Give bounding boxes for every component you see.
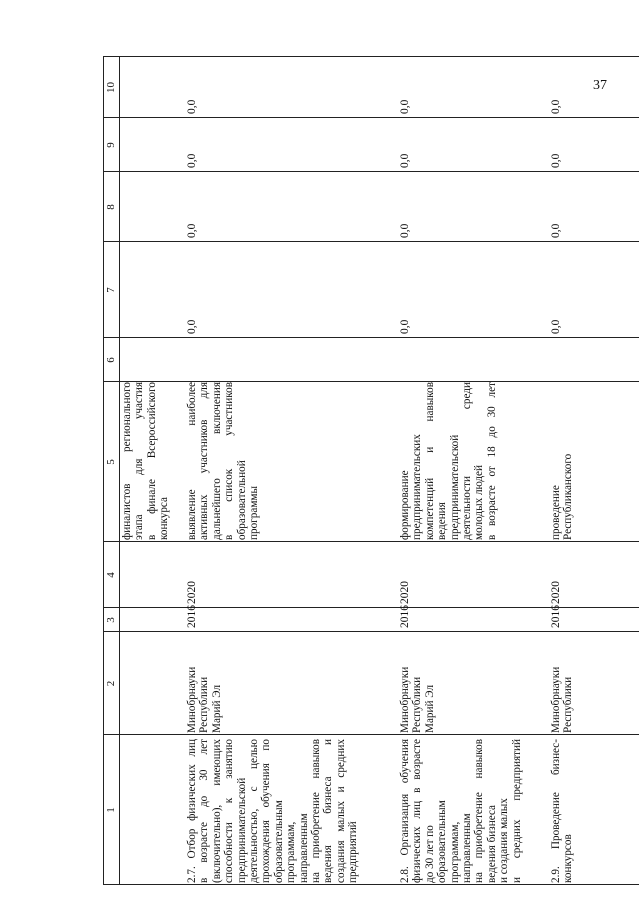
measure-description-line: предпринимательской (235, 777, 248, 883)
value-col8: 0,0 (186, 223, 198, 238)
end-year: 2020 (186, 581, 198, 604)
expected-result (186, 382, 260, 540)
expected-result-line: молодых людей (473, 465, 486, 540)
expected-result-line: ведения (436, 502, 449, 540)
measure-description-line: конкурсов (562, 834, 575, 883)
expected-result-line: программы (248, 486, 261, 540)
executor-line: Республики (198, 676, 211, 733)
expected-result-line: компетенций и навыков (423, 382, 436, 540)
expected-result-line: предпринимательской (448, 434, 461, 540)
value-col7: 0,0 (186, 319, 198, 334)
column-divider (103, 337, 639, 338)
expected-result-line: дальнейшего включения (210, 382, 223, 540)
expected-result-line: в список участников (223, 382, 236, 540)
header-cell: 1 (105, 807, 117, 813)
header-cell: 8 (105, 204, 117, 210)
measure-description-line: (включительно), имеющих (210, 739, 223, 883)
measure-description-line: физических лиц в возрасте (411, 739, 424, 883)
column-divider (103, 117, 639, 118)
header-cell: 4 (105, 572, 117, 578)
executor-line: Минобрнауки (550, 666, 562, 733)
measure-description-line: на приобретение навыков (310, 739, 323, 883)
executor-line: Марий Эл (210, 684, 223, 733)
column-divider (103, 56, 639, 57)
expected-result-line: проведение (550, 485, 562, 540)
continuation-text-line: этапа для участия (133, 382, 146, 540)
executor-line: Республики (411, 676, 424, 733)
header-cell: 10 (105, 82, 117, 93)
column-divider (103, 241, 639, 242)
expected-result-line: формирование (399, 470, 411, 540)
measure-description-line: в возрасте до 30 лет (198, 739, 211, 883)
header-cell: 2 (105, 680, 117, 687)
value-col10: 0,0 (550, 99, 562, 114)
continuation-text (121, 382, 171, 540)
continuation-text-line: в финале Всероссийского (145, 382, 158, 540)
value-col7: 0,0 (550, 319, 562, 334)
start-year: 2016 (186, 605, 198, 628)
expected-result-line: в возрасте от 18 до 30 лет (485, 382, 498, 540)
expected-result-line: образовательной (235, 460, 248, 540)
measure-description (550, 739, 575, 883)
expected-result-line: выявление наиболее (186, 382, 198, 540)
executor-line: Марий Эл (423, 684, 436, 733)
measure-description-line: направленным (297, 813, 310, 883)
measure-description-line: программам, (448, 821, 461, 883)
column-divider (103, 884, 639, 885)
measure-description-line: 2.9. Проведение бизнес- (550, 739, 562, 883)
end-year: 2020 (550, 581, 562, 604)
measure-description-line: до 30 лет по (423, 825, 436, 883)
column-divider (103, 541, 639, 542)
measure-description-line: на приобретение навыков (473, 739, 486, 883)
column-divider (103, 171, 639, 172)
expected-result-line: предпринимательских (411, 434, 424, 540)
header-cell: 7 (105, 287, 117, 293)
executor-line: Минобрнауки (399, 666, 411, 733)
executor (550, 636, 575, 733)
executor-line: Минобрнауки (186, 666, 198, 733)
column-divider (103, 631, 639, 632)
value-col10: 0,0 (186, 99, 198, 114)
expected-result-line: активных участников для (198, 382, 211, 540)
measure-description-line: создания малых и средних (334, 739, 347, 883)
column-divider (103, 734, 639, 735)
header-cell: 9 (105, 142, 117, 148)
measure-description-line: ведения бизнеса (485, 804, 498, 883)
measure-description-line: 2.7. Отбор физических лиц (186, 739, 198, 883)
value-col9: 0,0 (399, 153, 411, 168)
expected-result-line: Республиканского (562, 453, 575, 540)
continuation-text-line: финалистов регионального (121, 382, 133, 540)
measure-description (399, 739, 523, 883)
end-year: 2020 (399, 581, 411, 604)
measure-description-line: направленным (461, 813, 474, 883)
start-year: 2016 (550, 605, 562, 628)
measure-description (186, 739, 360, 883)
measure-description-line: и средних предприятий (510, 739, 523, 883)
measure-description-line: образовательным (436, 800, 449, 883)
value-col8: 0,0 (399, 223, 411, 238)
page-number: 37 (593, 78, 607, 93)
value-col8: 0,0 (550, 223, 562, 238)
header-cell: 6 (105, 357, 117, 363)
measure-description-line: 2.8. Организация обучения (399, 739, 411, 883)
value-col9: 0,0 (550, 153, 562, 168)
measure-description-line: и создания малых (498, 798, 511, 883)
value-col10: 0,0 (399, 99, 411, 114)
value-col7: 0,0 (399, 319, 411, 334)
measure-description-line: образовательным (272, 800, 285, 883)
continuation-text-line: конкурса (158, 497, 171, 540)
measure-description-line: ведения бизнеса и (322, 739, 335, 883)
expected-result-line: деятельности среди (461, 382, 474, 540)
executor-line: Республики (562, 676, 575, 733)
executor (399, 636, 436, 733)
start-year: 2016 (399, 605, 411, 628)
value-col9: 0,0 (186, 153, 198, 168)
header-cell: 5 (105, 459, 117, 465)
executor (186, 636, 223, 733)
measure-description-line: способности к занятию (223, 739, 236, 883)
header-cell: 3 (105, 617, 117, 623)
measure-description-line: предприятий (347, 821, 360, 883)
expected-result (550, 382, 575, 540)
expected-result (399, 382, 498, 540)
measure-description-line: программам, (285, 821, 298, 883)
measure-description-line: прохождения обучения по (260, 739, 273, 883)
measure-description-line: деятельностью, с целью (248, 739, 261, 883)
